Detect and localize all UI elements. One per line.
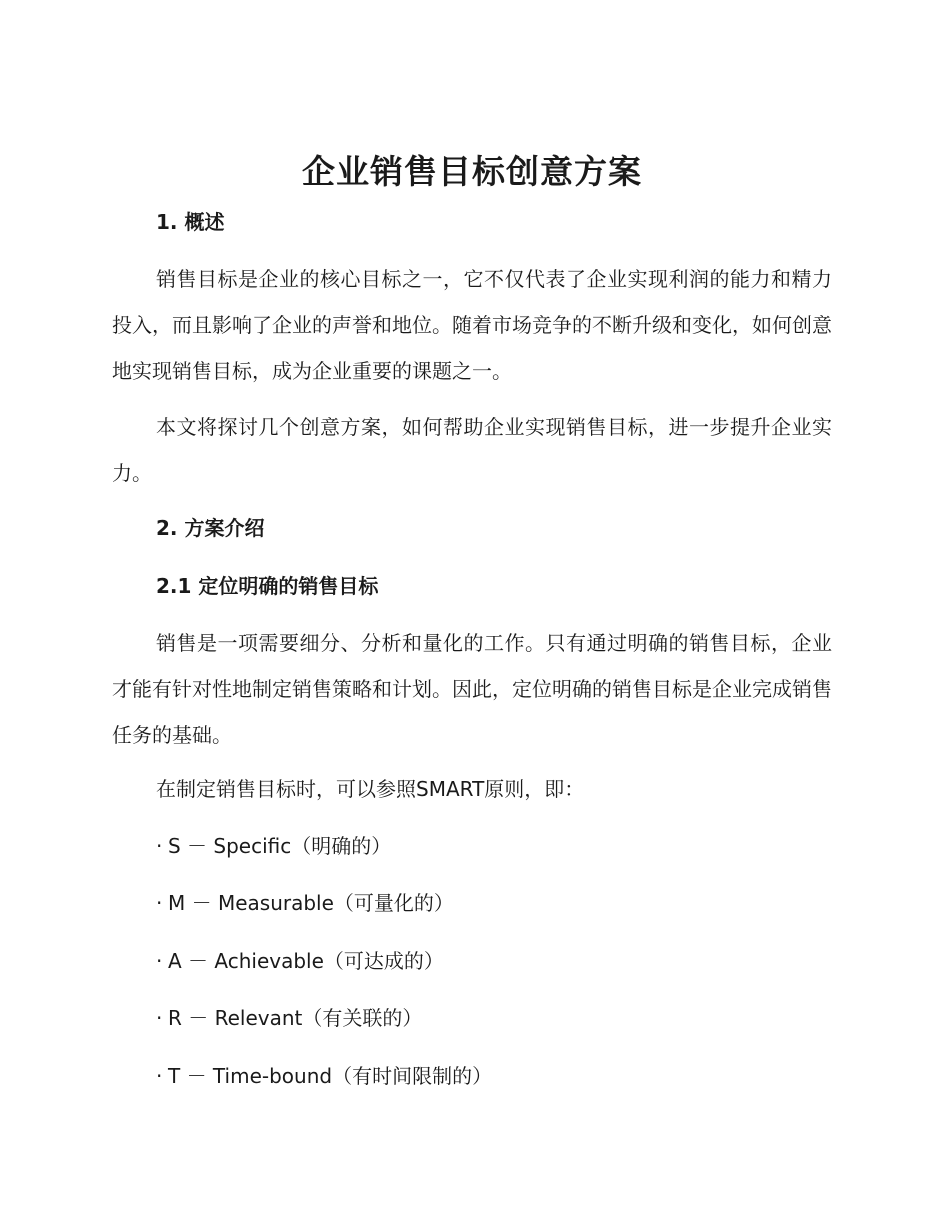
bullet-dot-icon: ·	[156, 891, 163, 915]
smart-list-item: · A － Achievable（可达成的）	[156, 949, 444, 973]
overview-paragraph-1: 销售目标是企业的核心目标之一，它不仅代表了企业实现利润的能力和精力投入，而且影响了企业的声誉和地位。随着市场竞争的不断升级和变化，如何创意地实现销售目标，成为企业重要的课题之一。	[112, 267, 832, 383]
subsection-paragraph-2: 在制定销售目标时，可以参照SMART原则，即：	[156, 777, 585, 801]
subsection-paragraph-1: 销售是一项需要细分、分析和量化的工作。只有通过明确的销售目标，企业才能有针对性地制定销售策略和计划。因此，定位明确的销售目标是企业完成销售任务的基础。	[112, 631, 832, 747]
bullet-dot-icon: ·	[156, 949, 163, 973]
bullet-dot-icon: ·	[156, 1064, 163, 1088]
smart-list-item: · M － Measurable（可量化的）	[156, 891, 454, 915]
section-heading-overview: 1. 概述	[156, 210, 225, 234]
section-heading-plans: 2. 方案介绍	[156, 516, 265, 540]
smart-list-item: · T － Time-bound（有时间限制的）	[156, 1064, 493, 1088]
smart-list-item: · S － Specific（明确的）	[156, 834, 392, 858]
smart-list-item: · R － Relevant（有关联的）	[156, 1006, 423, 1030]
bullet-dot-icon: ·	[156, 834, 163, 858]
overview-paragraph-2: 本文将探讨几个创意方案，如何帮助企业实现销售目标，进一步提升企业实力。	[112, 415, 832, 485]
subsection-heading-2-1: 2.1 定位明确的销售目标	[156, 574, 379, 598]
document-page	[112, 0, 832, 1230]
bullet-dot-icon: ·	[156, 1006, 163, 1030]
document-title: 企业销售目标创意方案	[302, 152, 642, 191]
